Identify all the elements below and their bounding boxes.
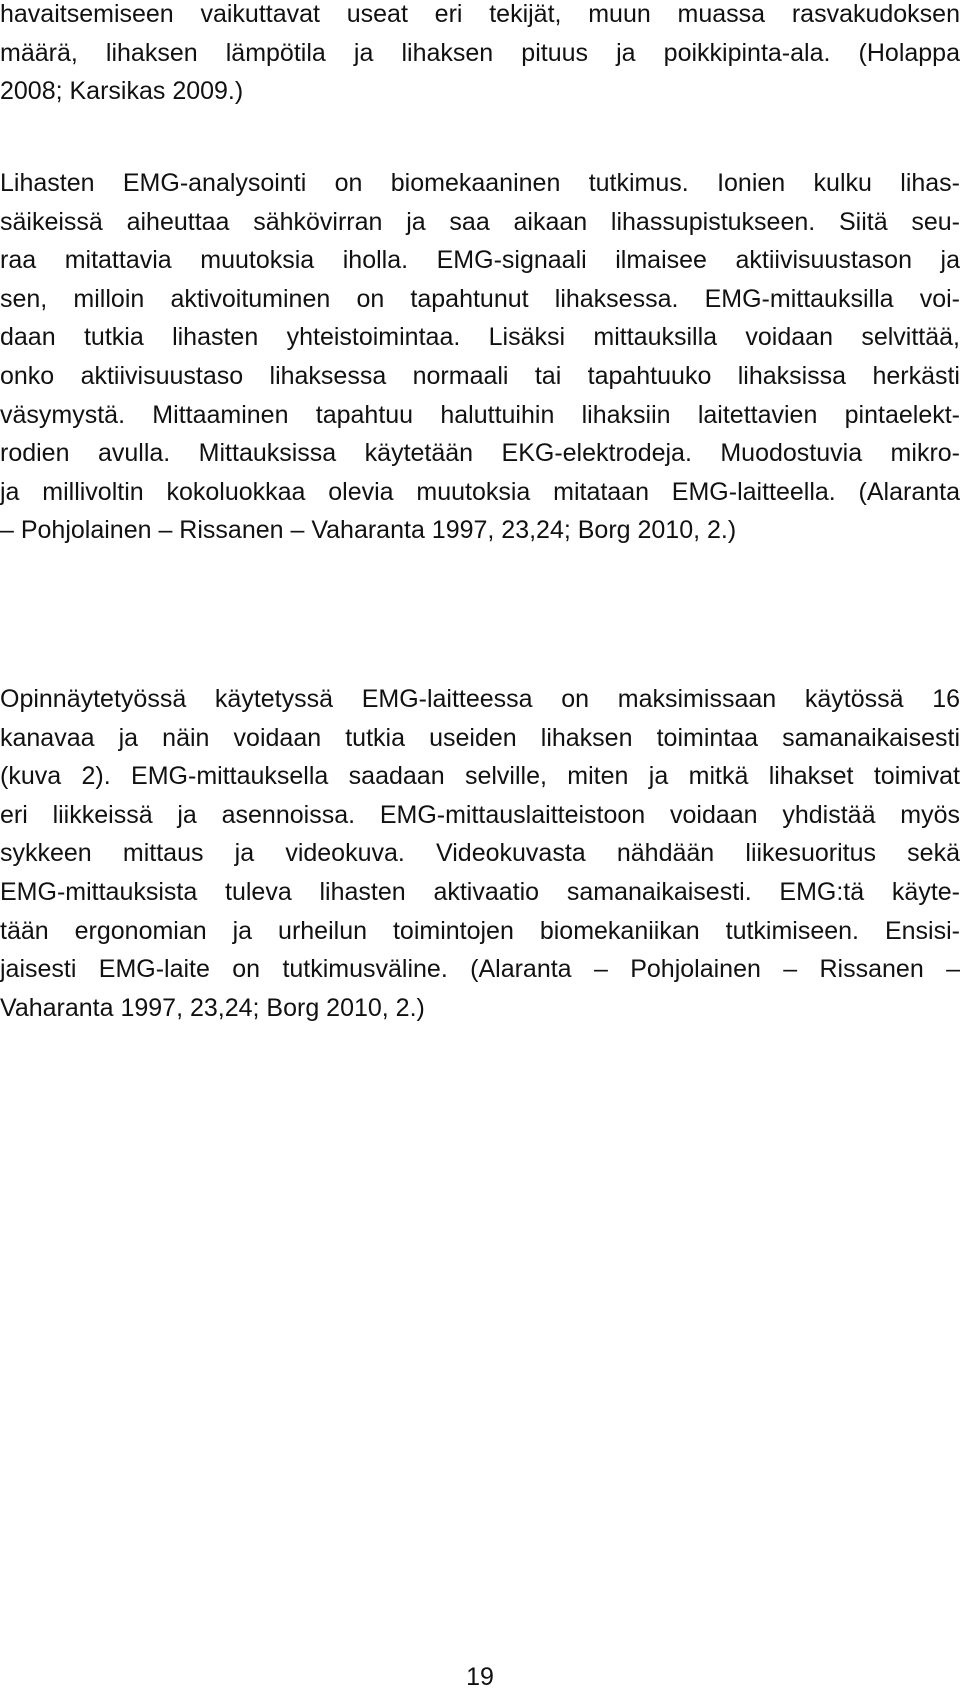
text-line: havaitsemiseen vaikuttavat useat eri tekijät, muun muassa rasvakudoksen: [0, 0, 960, 28]
text-line: sen, milloin aktivoituminen on tapahtunut lihaksessa. EMG-mittauksilla voi-: [0, 284, 960, 313]
text-line: onko aktiivisuustaso lihaksessa normaali tai tapahtuuko lihaksissa herkästi: [0, 361, 960, 390]
text-line: eri liikkeissä ja asennoissa. EMG-mittauslaitteistoon voidaan yhdistää myös: [0, 800, 960, 829]
text-line: raa mitattavia muutoksia iholla. EMG-signaali ilmaisee aktiivisuustason ja: [0, 246, 960, 275]
text-line: säikeissä aiheuttaa sähkövirran ja saa aikaan lihassupistukseen. Siitä seu-: [0, 207, 960, 236]
text-line: daan tutkia lihasten yhteistoimintaa. Lisäksi mittauksilla voidaan selvittää,: [0, 323, 960, 352]
text-line: väsymystä. Mittaaminen tapahtuu haluttuihin lihaksiin laitettavien pintaelekt-: [0, 400, 960, 429]
text-line: 2008; Karsikas 2009.): [0, 77, 244, 106]
text-line: Opinnäytetyössä käytetyssä EMG-laitteessa on maksimissaan käytössä 16: [0, 685, 960, 713]
text-line: – Pohjolainen – Rissanen – Vaharanta 1997, 23,24; Borg 2010, 2.): [0, 516, 737, 545]
text-line: rodien avulla. Mittauksissa käytetään EKG-elektrodeja. Muodostuvia mikro-: [0, 439, 960, 468]
text-line: (kuva 2). EMG-mittauksella saadaan selville, miten ja mitkä lihakset toimivat: [0, 762, 960, 791]
page-number: 19: [466, 1663, 494, 1691]
text-line: sykkeen mittaus ja videokuva. Videokuvasta nähdään liikesuoritus sekä: [0, 839, 960, 868]
text-line: tään ergonomian ja urheilun toimintojen biomekaniikan tutkimiseen. Ensisi-: [0, 916, 960, 945]
text-line: jaisesti EMG-laite on tutkimusväline. (Alaranta – Pohjolainen – Rissanen –: [0, 955, 960, 984]
paragraph-emg-device: [0, 680, 960, 1027]
paragraph-fat-tissue-factors: [0, 0, 960, 111]
text-line: määrä, lihaksen lämpötila ja lihaksen pituus ja poikkipinta-ala. (Holappa: [0, 38, 960, 67]
text-line: Lihasten EMG-analysointi on biomekaaninen tutkimus. Ionien kulku lihas-: [0, 169, 960, 197]
text-line: kanavaa ja näin voidaan tutkia useiden lihaksen toimintaa samanaikaisesti: [0, 723, 960, 752]
paragraph-emg-analysis: [0, 164, 960, 550]
text-line: EMG-mittauksista tuleva lihasten aktivaatio samanaikaisesti. EMG:tä käyte-: [0, 877, 960, 906]
text-line: ja millivoltin kokoluokkaa olevia muutoksia mitataan EMG-laitteella. (Alaranta: [0, 477, 960, 506]
text-line: Vaharanta 1997, 23,24; Borg 2010, 2.): [0, 993, 425, 1022]
